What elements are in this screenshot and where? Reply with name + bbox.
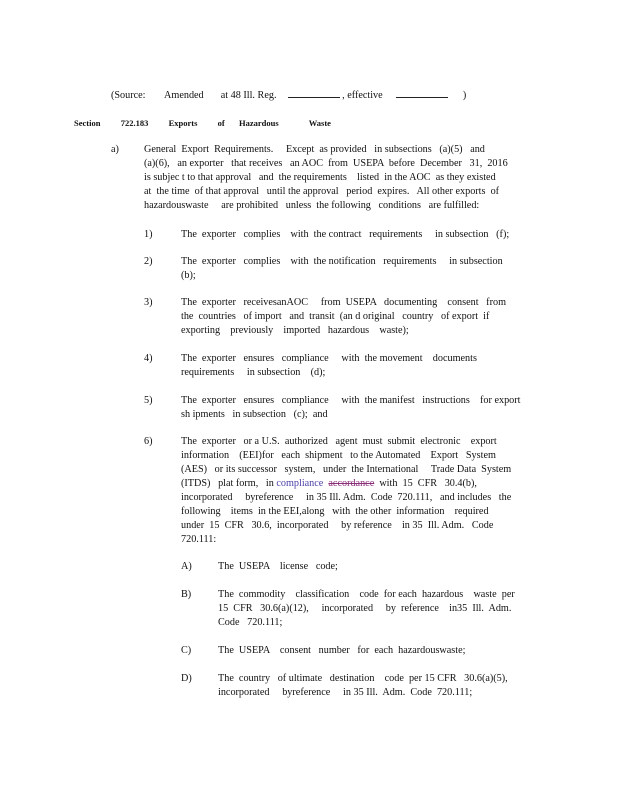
item-5-label: 5) [144, 395, 153, 406]
source-effective: , effective [342, 90, 383, 101]
source-note [111, 88, 466, 103]
item-line: 720.111: [181, 534, 217, 545]
item-line: information (EEI)for each shipment to the Automated Export System [181, 450, 496, 461]
source-amended: Amended [164, 90, 204, 101]
item-line: under 15 CFR 30.6, incorporated by reference in 35 Ill. Adm. Code [181, 520, 494, 531]
item-line: the countries of import and transit (an d original country of export if [181, 311, 490, 322]
item-line: (b); [181, 270, 196, 281]
item-1-label: 1) [144, 229, 153, 240]
item-3-label: 3) [144, 297, 153, 308]
source-close: ) [462, 90, 467, 101]
subitem-c-label: C) [181, 645, 192, 656]
item-6-text [181, 435, 511, 547]
subitem-d-label: D) [181, 673, 192, 684]
para-a-line: at the time of that approval until the approval period expires. All other exports of [144, 186, 500, 197]
section-title-2: of [217, 118, 225, 128]
item-4-label: 4) [144, 353, 153, 364]
item-line: requirements in subsection (d); [181, 367, 326, 378]
item-4-text [181, 352, 477, 380]
item-line-amended [181, 477, 511, 491]
item-line: The exporter receivesanAOC from USEPA documenting consent from [181, 297, 506, 308]
item-5-text [181, 394, 521, 422]
subitem-line: The USEPA consent number for each hazardouswaste; [218, 645, 466, 656]
subitem-d-text [218, 672, 508, 700]
subitem-line: incorporated byreference in 35 Ill. Adm. Code 720.111; [218, 687, 473, 698]
effective-blank [396, 88, 448, 98]
item-line: The exporter complies with the contract requirements in subsection (f); [181, 229, 510, 240]
subitem-c-text [218, 644, 465, 658]
item-3-text [181, 296, 506, 338]
section-title-4: Waste [308, 118, 331, 128]
item-line: The exporter ensures compliance with the movement documents [181, 353, 477, 364]
item-2-text [181, 255, 503, 283]
item-6-label: 6) [144, 436, 153, 447]
source-open: (Source: [111, 90, 146, 101]
subitem-line: The USEPA license code; [218, 561, 338, 572]
item-line: incorporated byreference in 35 Ill. Adm. Code 720.111, and includes the [181, 492, 512, 503]
text-pre: (ITDS) plat form, in [181, 478, 277, 489]
item-line: (AES) or its successor system, under the International Trade Data System [181, 464, 512, 475]
subitem-line: Code 720.111; [218, 617, 283, 628]
item-line: exporting previously imported hazardous waste); [181, 325, 409, 336]
text-post: with 15 CFR 30.4(b), [374, 478, 477, 489]
para-a-line: hazardouswaste are prohibited unless the following conditions are fulfilled: [144, 200, 480, 211]
section-title-1: Exports [168, 118, 198, 128]
section-heading [74, 116, 331, 130]
section-title-3: Hazardous [238, 118, 279, 128]
subitem-line: The commodity classification code for each hazardous waste per [218, 589, 515, 600]
register-blank [288, 88, 340, 98]
deleted-text: accordance [328, 478, 375, 489]
item-line: The exporter or a U.S. authorized agent must submit electronic export [181, 436, 497, 447]
para-a-line: General Export Requirements. Except as provided in subsections (a)(5) and [144, 144, 485, 155]
para-a-label: a) [111, 144, 119, 155]
item-line: following items in the EEI,along with the other information required [181, 506, 489, 517]
item-line: The exporter ensures compliance with the manifest instructions for export [181, 395, 521, 406]
inserted-text: compliance [276, 478, 324, 489]
para-a-text [144, 143, 508, 213]
subitem-b-text [218, 588, 515, 630]
item-line: The exporter complies with the notification requirements in subsection [181, 256, 503, 267]
section-number: 722.183 [120, 118, 149, 128]
subitem-a-text [218, 560, 338, 574]
subitem-a-label: A) [181, 561, 192, 572]
para-a-line: is subjec t to that approval and the requirements listed in the AOC as they existed [144, 172, 496, 183]
para-a-line: (a)(6), an exporter that receives an AOC from USEPA before December 31, 2016 [144, 158, 508, 169]
subitem-line: The country of ultimate destination code per 15 CFR 30.6(a)(5), [218, 673, 508, 684]
section-label: Section [74, 118, 101, 128]
item-1-text [181, 228, 509, 242]
subitem-line: 15 CFR 30.6(a)(12), incorporated by reference in35 Ill. Adm. [218, 603, 512, 614]
item-2-label: 2) [144, 256, 153, 267]
subitem-b-label: B) [181, 589, 192, 600]
source-register: at 48 Ill. Reg. [220, 90, 277, 101]
item-line: sh ipments in subsection (c); and [181, 409, 328, 420]
